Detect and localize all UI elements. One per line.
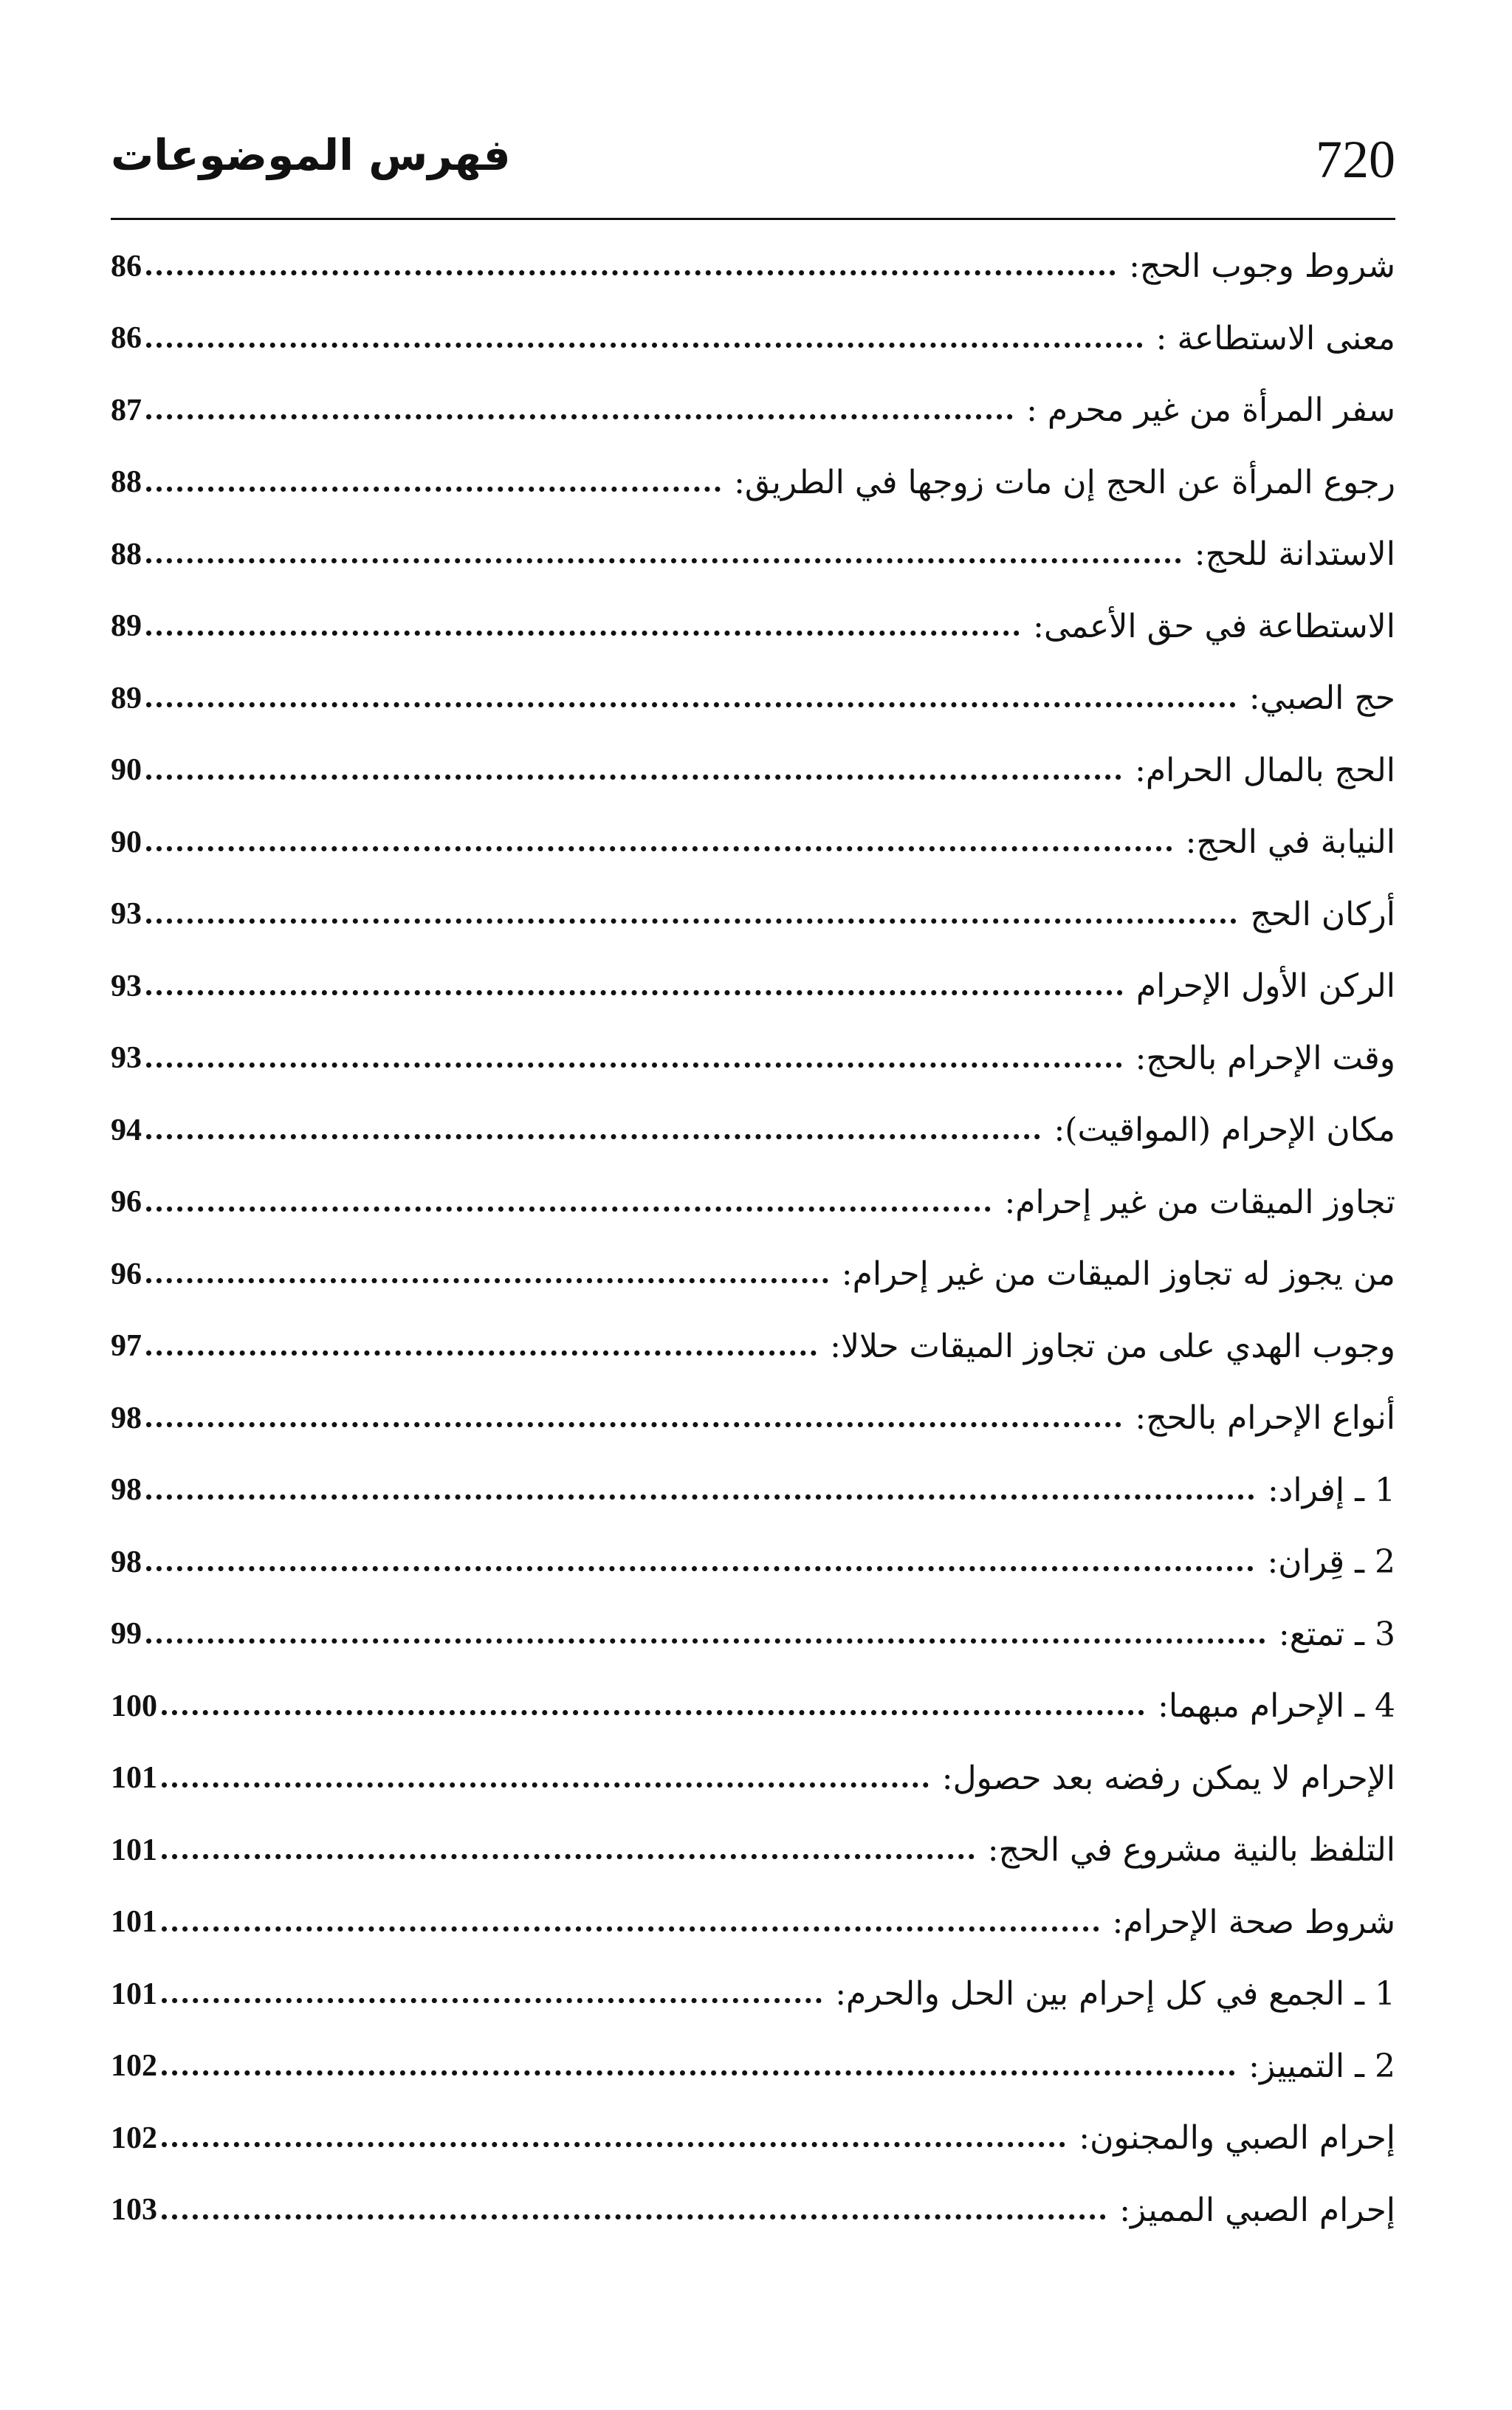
dot-leader — [146, 631, 1020, 636]
toc-entry — [111, 662, 1395, 735]
toc-entry — [111, 950, 1395, 1023]
dot-leader — [162, 1782, 929, 1788]
toc-entry-page: 96 — [111, 1257, 142, 1291]
toc-entry-title: 1 ـ الجمع في كل إحرام بين الحل والحرم: — [835, 1975, 1395, 2014]
toc-entry-page: 101 — [111, 1977, 157, 2011]
toc-entry — [111, 1023, 1395, 1095]
table-of-contents — [111, 230, 1395, 2246]
page-header — [111, 126, 1395, 207]
toc-entry-page: 86 — [111, 249, 142, 284]
dot-leader — [162, 2070, 1235, 2076]
toc-entry-title: إحرام الصبي والمجنون: — [1079, 2119, 1395, 2157]
dot-leader — [146, 1638, 1265, 1644]
toc-entry — [111, 374, 1395, 447]
toc-entry-title: الإحرام لا يمكن رفضه بعد حصول: — [941, 1759, 1395, 1797]
toc-entry-title: مكان الإحرام (المواقيت): — [1054, 1111, 1395, 1150]
toc-entry — [111, 1455, 1395, 1527]
toc-entry-title: 4 ـ الإحرام مبهما: — [1158, 1687, 1395, 1726]
toc-entry-title: النيابة في الحج: — [1185, 823, 1395, 862]
toc-entry-page: 103 — [111, 2193, 157, 2228]
toc-entry-title: 2 ـ قِران: — [1267, 1543, 1395, 1582]
toc-entry-page: 94 — [111, 1113, 142, 1147]
toc-entry-title: أنواع الإحرام بالحج: — [1135, 1399, 1395, 1438]
dot-leader — [162, 1710, 1144, 1715]
dot-leader — [162, 2214, 1106, 2220]
toc-entry-page: 87 — [111, 393, 142, 428]
toc-entry-title: أركان الحج — [1250, 895, 1395, 933]
toc-entry-page: 98 — [111, 1545, 142, 1579]
dot-leader — [162, 1998, 822, 2003]
toc-entry — [111, 2102, 1395, 2174]
toc-entry-title: شروط صحة الإحرام: — [1112, 1903, 1395, 1941]
dot-leader — [146, 990, 1123, 995]
toc-entry-title: إحرام الصبي المميز: — [1119, 2191, 1395, 2229]
toc-entry — [111, 447, 1395, 519]
dot-leader — [146, 1134, 1040, 1139]
toc-entry-page: 102 — [111, 2121, 157, 2155]
toc-entry-title: تجاوز الميقات من غير إحرام: — [1004, 1183, 1395, 1221]
toc-entry-page: 89 — [111, 609, 142, 644]
toc-entry — [111, 1958, 1395, 2030]
dot-leader — [146, 1422, 1121, 1427]
toc-entry-page: 96 — [111, 1185, 142, 1220]
toc-entry-title: معنى الاستطاعة : — [1155, 319, 1395, 357]
toc-entry — [111, 2174, 1395, 2247]
dot-leader — [146, 702, 1236, 707]
toc-entry — [111, 1526, 1395, 1599]
toc-entry — [111, 230, 1395, 303]
toc-entry-page: 98 — [111, 1473, 142, 1508]
toc-entry-title: الاستدانة للحج: — [1194, 535, 1395, 574]
toc-entry-title: شروط وجوب الحج: — [1129, 247, 1395, 286]
toc-entry-page: 101 — [111, 1761, 157, 1796]
toc-entry — [111, 879, 1395, 951]
toc-entry-page: 99 — [111, 1617, 142, 1652]
toc-entry — [111, 591, 1395, 663]
toc-entry-page: 89 — [111, 681, 142, 715]
toc-entry — [111, 1094, 1395, 1167]
toc-entry-title: الركن الأول الإحرام — [1135, 967, 1395, 1006]
toc-entry — [111, 303, 1395, 375]
toc-entry-page: 88 — [111, 465, 142, 500]
dot-leader — [146, 414, 1013, 419]
dot-leader — [146, 846, 1172, 851]
toc-entry — [111, 806, 1395, 879]
dot-leader — [146, 1350, 817, 1356]
toc-entry-title: 1 ـ إفراد: — [1267, 1471, 1395, 1509]
toc-entry-page: 90 — [111, 825, 142, 859]
toc-entry-page: 93 — [111, 969, 142, 1003]
toc-entry-page: 93 — [111, 897, 142, 932]
dot-leader — [146, 1278, 828, 1283]
toc-entry-page: 90 — [111, 753, 142, 788]
dot-leader — [146, 1494, 1254, 1500]
toc-entry-title: رجوع المرأة عن الحج إن مات زوجها في الطريق: — [734, 463, 1395, 501]
dot-leader — [146, 919, 1237, 924]
toc-entry-title: سفر المرأة من غير محرم : — [1026, 391, 1395, 430]
toc-entry — [111, 735, 1395, 807]
dot-leader — [146, 1566, 1254, 1571]
toc-entry-page: 101 — [111, 1833, 157, 1867]
dot-leader — [146, 558, 1181, 563]
toc-entry-page: 100 — [111, 1689, 157, 1723]
toc-entry-page: 86 — [111, 321, 142, 356]
toc-entry — [111, 1311, 1395, 1383]
toc-entry-page: 93 — [111, 1041, 142, 1076]
toc-entry-title: الاستطاعة في حق الأعمى: — [1033, 607, 1395, 645]
toc-entry — [111, 1887, 1395, 1959]
toc-entry-page: 88 — [111, 537, 142, 571]
dot-leader — [146, 270, 1116, 275]
toc-entry-title: حج الصبي: — [1248, 679, 1395, 718]
toc-entry-title: 2 ـ التمييز: — [1248, 2047, 1395, 2085]
dot-leader — [146, 343, 1143, 348]
toc-entry-title: وجوب الهدي على من تجاوز الميقات حلالا: — [830, 1327, 1395, 1365]
toc-entry-page: 102 — [111, 2049, 157, 2084]
toc-entry-page: 97 — [111, 1329, 142, 1364]
dot-leader — [162, 1926, 1099, 1932]
toc-entry-title: الحج بالمال الحرام: — [1135, 751, 1395, 789]
header-rule — [111, 218, 1395, 220]
page-number: 720 — [1316, 130, 1395, 189]
toc-entry — [111, 1167, 1395, 1239]
toc-entry-title: 3 ـ تمتع: — [1278, 1615, 1395, 1653]
toc-entry — [111, 1670, 1395, 1743]
toc-entry — [111, 1382, 1395, 1455]
toc-entry-title: وقت الإحرام بالحج: — [1135, 1039, 1395, 1077]
dot-leader — [146, 1062, 1122, 1068]
toc-entry-page: 98 — [111, 1401, 142, 1435]
toc-entry — [111, 1743, 1395, 1815]
toc-entry-title: التلفظ بالنية مشروع في الحج: — [987, 1831, 1395, 1870]
dot-leader — [146, 1206, 991, 1212]
toc-entry-page: 101 — [111, 1905, 157, 1940]
running-title: فهرس الموضوعات — [111, 130, 511, 180]
toc-entry — [111, 1814, 1395, 1887]
dot-leader — [162, 2142, 1065, 2147]
dot-leader — [146, 775, 1121, 780]
toc-entry — [111, 1599, 1395, 1671]
toc-entry — [111, 2030, 1395, 2103]
dot-leader — [162, 1854, 975, 1859]
toc-entry — [111, 518, 1395, 591]
toc-entry — [111, 1238, 1395, 1311]
toc-entry-title: من يجوز له تجاوز الميقات من غير إحرام: — [841, 1255, 1395, 1294]
dot-leader — [146, 487, 721, 492]
